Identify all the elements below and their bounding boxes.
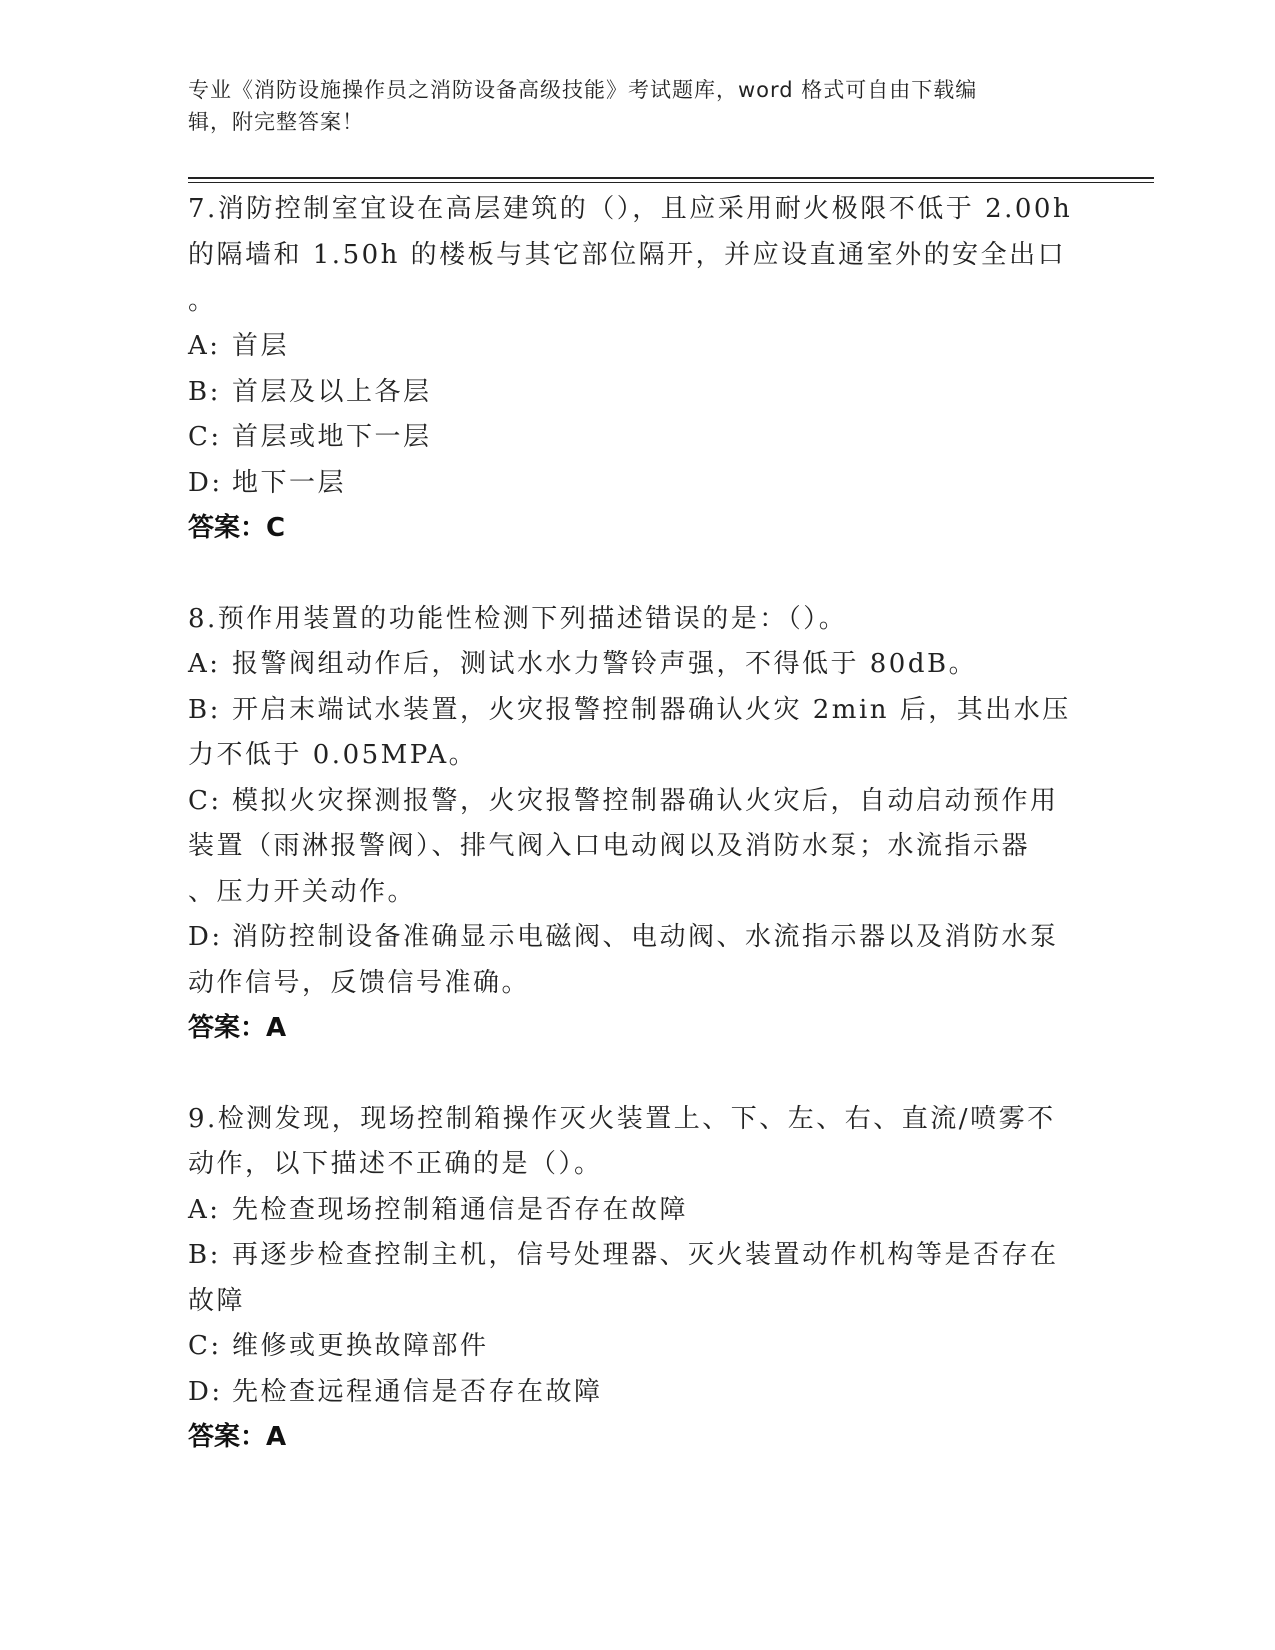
answer-label: 答案：A bbox=[188, 1422, 287, 1452]
option-c-continued: 、压力开关动作。 bbox=[188, 876, 417, 907]
document-header bbox=[188, 74, 1068, 138]
question-7 bbox=[188, 186, 1088, 552]
option-d bbox=[188, 1370, 1088, 1416]
question-stem-line: 。 bbox=[188, 286, 217, 316]
option-letter: A: bbox=[188, 1194, 221, 1225]
question-8 bbox=[188, 597, 1088, 1052]
option-letter: A: bbox=[188, 649, 221, 679]
option-text: 开启末端试水装置，火灾报警控制器确认火灾 2min 后，其出水压 bbox=[232, 694, 1071, 725]
option-a bbox=[188, 324, 1088, 370]
option-d bbox=[188, 461, 1088, 507]
question-list bbox=[188, 186, 1088, 1461]
question-stem-line: 动作，以下描述不正确的是（）。 bbox=[188, 1149, 603, 1179]
question-stem-line: 9.检测发现，现场控制箱操作灭火装置上、下、左、右、直流/喷雾不 bbox=[188, 1103, 1056, 1134]
option-d-continued: 动作信号，反馈信号准确。 bbox=[188, 967, 531, 998]
question-stem bbox=[188, 1097, 1088, 1188]
option-b bbox=[188, 1233, 1088, 1279]
option-letter: B: bbox=[188, 694, 221, 725]
option-a bbox=[188, 642, 1088, 688]
option-text: 首层及以上各层 bbox=[232, 376, 432, 407]
option-b bbox=[188, 688, 1088, 734]
option-letter: C: bbox=[188, 785, 222, 816]
option-letter: D: bbox=[188, 922, 223, 952]
option-c bbox=[188, 415, 1088, 461]
option-letter: C: bbox=[188, 422, 222, 452]
option-letter: B: bbox=[188, 1240, 221, 1270]
header-divider-thin bbox=[188, 182, 1154, 183]
option-text: 先检查现场控制箱通信是否存在故障 bbox=[232, 1194, 689, 1225]
option-c bbox=[188, 779, 1088, 825]
question-stem: 8.预作用装置的功能性检测下列描述错误的是：（）。 bbox=[188, 603, 848, 634]
option-c-continued: 装置（雨淋报警阀）、排气阀入口电动阀以及消防水泵；水流指示器 bbox=[188, 831, 1031, 861]
option-text: 地下一层 bbox=[232, 467, 347, 498]
question-9 bbox=[188, 1097, 1088, 1461]
option-text: 消防控制设备准确显示电磁阀、电动阀、水流指示器以及消防水泵 bbox=[232, 922, 1059, 952]
header-divider-thick bbox=[188, 177, 1154, 179]
option-text: 报警阀组动作后，测试水水力警铃声强，不得低于 80dB。 bbox=[232, 649, 978, 679]
option-b-continued: 力不低于 0.05MPA。 bbox=[188, 740, 478, 770]
option-letter: D: bbox=[188, 1376, 223, 1407]
option-text: 维修或更换故障部件 bbox=[232, 1331, 489, 1361]
question-stem bbox=[188, 186, 1088, 324]
question-stem-line: 7.消防控制室宜设在高层建筑的（），且应采用耐火极限不低于 2.00h bbox=[188, 194, 1073, 224]
question-spacer bbox=[188, 1052, 1088, 1097]
option-text: 模拟火灾探测报警，火灾报警控制器确认火灾后，自动启动预作用 bbox=[232, 785, 1059, 816]
question-spacer bbox=[188, 552, 1088, 597]
option-b bbox=[188, 370, 1088, 416]
option-letter: A: bbox=[188, 331, 221, 361]
option-letter: C: bbox=[188, 1331, 222, 1361]
option-d bbox=[188, 915, 1088, 961]
answer-label: 答案：A bbox=[188, 1013, 287, 1043]
option-b-continued: 故障 bbox=[188, 1285, 246, 1316]
header-line-2: 辑，附完整答案！ bbox=[188, 110, 364, 134]
header-line-1: 专业《消防设施操作员之消防设备高级技能》考试题库，word 格式可自由下载编 bbox=[188, 78, 978, 102]
option-text: 首层或地下一层 bbox=[232, 422, 432, 452]
option-c bbox=[188, 1324, 1088, 1370]
option-a bbox=[188, 1188, 1088, 1234]
answer-label: 答案：C bbox=[188, 513, 286, 543]
option-letter: D: bbox=[188, 467, 223, 498]
question-stem-line: 的隔墙和 1.50h 的楼板与其它部位隔开，并应设直通室外的安全出口 bbox=[188, 240, 1067, 270]
option-text: 再逐步检查控制主机，信号处理器、灭火装置动作机构等是否存在 bbox=[232, 1240, 1059, 1270]
option-letter: B: bbox=[188, 376, 221, 407]
option-text: 先检查远程通信是否存在故障 bbox=[232, 1376, 603, 1407]
option-text: 首层 bbox=[232, 331, 290, 361]
